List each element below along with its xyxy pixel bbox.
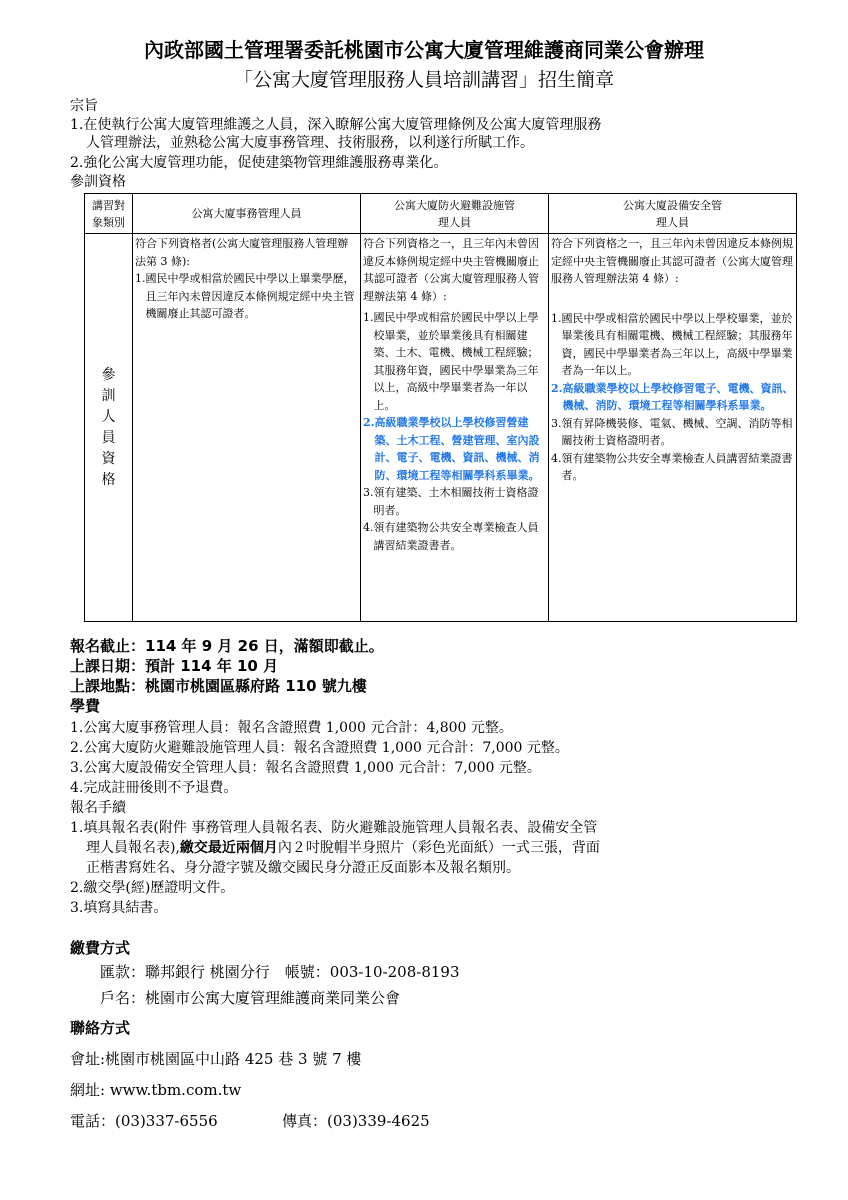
- payment-account-name: 戶名：桃園市公寓大廈管理維護商業同業公會: [100, 989, 401, 1007]
- document-subtitle: 「公寓大廈管理服務人員培訓講習」招生簡章: [233, 69, 614, 91]
- contact-website: 網址: www.tbm.com.tw: [70, 1081, 242, 1099]
- fee-heading: 學費: [70, 697, 101, 715]
- table-header-category: 講習對象類別: [85, 194, 133, 234]
- qualification-table: [84, 193, 797, 622]
- purpose-item-2: 2.強化公寓大廈管理功能，促使建築物管理維護服務專業化。: [70, 155, 448, 171]
- list-item: 4. 領有建築物公共安全專業檢查人員講習結業證書者。: [551, 451, 793, 482]
- fee-item-3: 3.公寓大廈設備安全管理人員：報名含證照費 1,000 元合計：7,000 元整。: [70, 760, 541, 776]
- list-item: 4. 領有建築物公共安全專業檢查人員講習結業證書者。: [363, 521, 539, 552]
- procedure-heading: 報名手續: [70, 800, 126, 816]
- contact-phone: 電話：(03)337-6556: [70, 1112, 218, 1130]
- list-item: 1. 國民中學或相當於國民中學以上畢業學歷，且三年內未曾因違反本條例規定經中央主管機關廢止其認可證者。: [135, 272, 355, 320]
- list-item: 3. 領有建築、土木相關技術士資格證明者。: [363, 486, 539, 517]
- contact-address: 會址:桃園市桃園區中山路 425 巷 3 號 7 樓: [70, 1050, 362, 1068]
- contact-heading: 聯絡方式: [70, 1019, 131, 1037]
- column-fire-intro: 符合下列資格之一，且三年內未曾因違反本條例規定經中央主管機關廢止其認可證者（公寓大廈管理服務人管理辦法第 4 條）:: [363, 237, 539, 303]
- qualification-heading: 參訓資格: [70, 174, 126, 190]
- class-location: 上課地點：桃園市桃園區縣府路 110 號九樓: [70, 677, 367, 695]
- column-affairs-intro: 符合下列資格者(公寓大廈管理服務人管理辦法第 3 條):: [135, 237, 349, 268]
- list-item-highlight: 2. 高級職業學校以上學校修習營建築、土木工程、營建管理、室內設計、電子、電機、資訊、機械、消防、環境工程等相關學科系畢業。: [363, 416, 540, 482]
- document-title: 內政部國土管理署委託桃園市公寓大廈管理維護商同業公會辦理: [144, 38, 704, 62]
- purpose-heading: 宗旨: [70, 98, 98, 114]
- column-affairs: [133, 234, 361, 622]
- list-item: 3. 領有昇降機裝修、電氣、機械、空調、消防等相關技術士資格證明者。: [551, 416, 793, 447]
- category-label: 參訓人員資格: [85, 234, 133, 622]
- procedure-item-3: 3.填寫具結書。: [70, 900, 168, 916]
- contact-fax: 傳真：(03)339-4625: [282, 1112, 430, 1130]
- list-item: 1. 國民中學或相當於國民中學以上學校畢業，並於畢業後具有相關建築、土木、電機、機械工程經驗；其服務年資，國民中學畢業為三年以上，高級中學畢業者為一年以上。: [363, 311, 539, 412]
- fee-item-4: 4.完成註冊後則不予退費。: [70, 780, 238, 796]
- fee-item-2: 2.公寓大廈防火避難設施管理人員：報名含證照費 1,000 元合計：7,000 元整。: [70, 740, 569, 756]
- column-equipment-intro: 符合下列資格之一，且三年內未曾因違反本條例規定經中央主管機關廢止其認可證者（公寓大廈管理服務人管理辦法第 4 條）:: [551, 237, 793, 285]
- procedure-item-2: 2.繳交學(經)歷證明文件。: [70, 880, 235, 896]
- purpose-item-1: 1.在使執行公寓大廈管理維護之人員，深入瞭解公寓大廈管理條例及公寓大廈管理服務: [70, 117, 602, 133]
- table-header-fire: 公寓大廈防火避難設施管理人員: [361, 194, 549, 234]
- list-item: 1. 國民中學或相當於國民中學以上學校畢業，並於畢業後具有相關電機、機械工程經驗；其服務年資，國民中學畢業者為三年以上，高級中學畢業者為一年以上。: [551, 311, 793, 377]
- column-fire: [361, 234, 549, 622]
- fee-item-1: 1.公寓大廈事務管理人員：報名含證照費 1,000 元合計：4,800 元整。: [70, 720, 513, 736]
- payment-heading: 繳費方式: [70, 939, 131, 957]
- purpose-item-1-cont: 人管理辦法，並熟稔公寓大廈事務管理、技術服務，以利遂行所賦工作。: [86, 135, 534, 151]
- deadline: 報名截止：114 年 9 月 26 日，滿額即截止。: [70, 637, 384, 655]
- table-header-equipment: 公寓大廈設備安全管理人員: [549, 194, 797, 234]
- class-date: 上課日期：預計 114 年 10 月: [70, 657, 279, 675]
- payment-remit: 匯款：聯邦銀行 桃園分行 帳號：003-10-208-8193: [100, 963, 460, 981]
- column-equipment: [549, 234, 797, 622]
- procedure-item-1-cont2: 正楷書寫姓名、身分證字號及繳交國民身分證正反面影本及報名類別。: [86, 860, 520, 876]
- table-header-affairs: 公寓大廈事務管理人員: [133, 194, 361, 234]
- procedure-item-1-cont: 理人員報名表),繳交最近兩個月內２吋脫帽半身照片（彩色光面紙）一式三張，背面: [86, 840, 600, 856]
- list-item-highlight: 2. 高級職業學校以上學校修習電子、電機、資訊、機械、消防、環境工程等相關學科系畢業。: [551, 381, 794, 412]
- procedure-item-1: 1.填具報名表(附件 事務管理人員報名表、防火避難設施管理人員報名表、設備安全管: [70, 820, 598, 836]
